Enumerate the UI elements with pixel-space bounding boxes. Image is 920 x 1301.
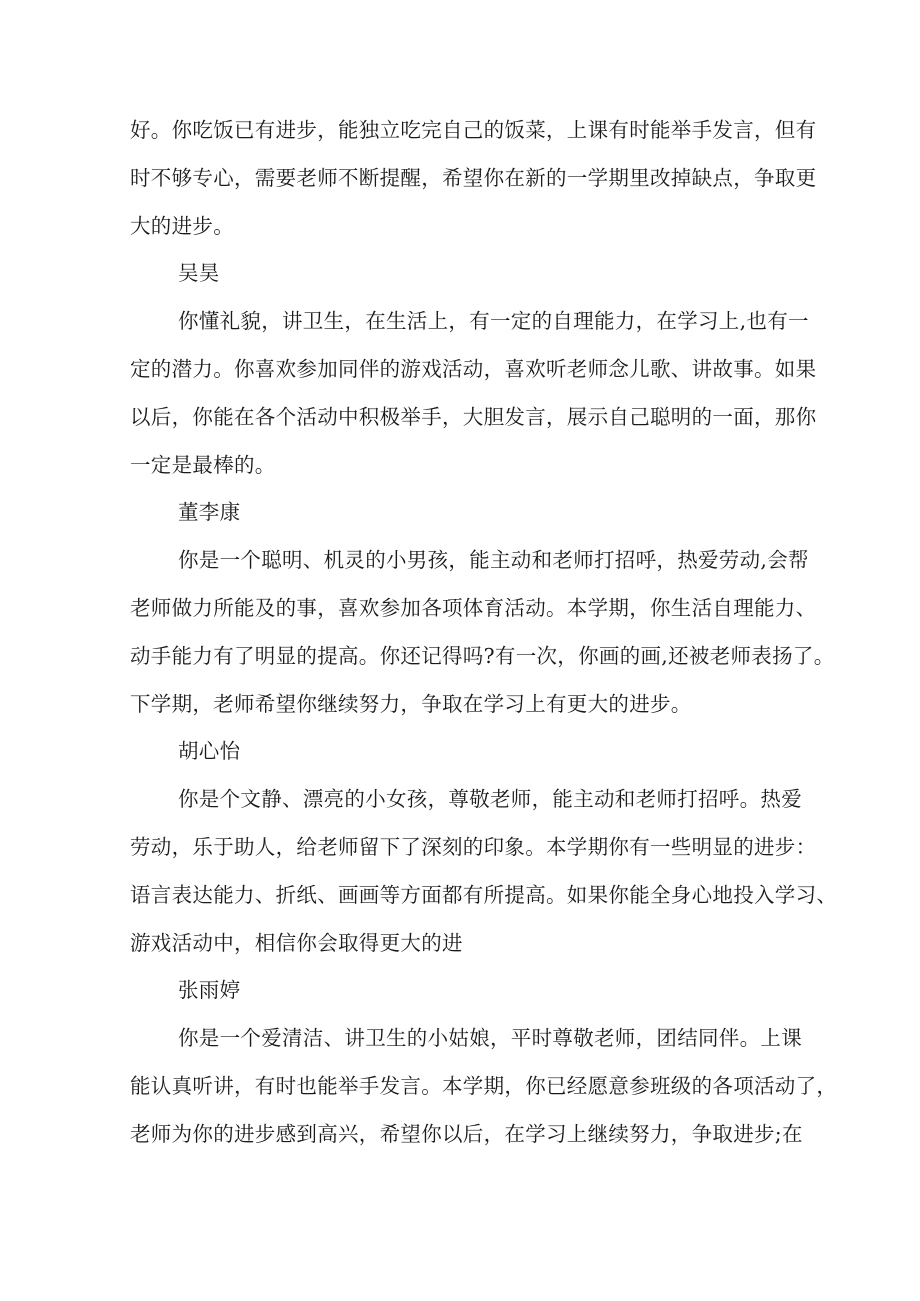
paragraph-line: 你懂礼貌，讲卫生，在生活上，有一定的自理能力，在学习上,也有一 [178, 309, 809, 333]
paragraph-line: 以后，你能在各个活动中积极举手，大胆发言，展示自己聪明的一面，那你 [130, 405, 817, 429]
paragraph-line: 一定是最棒的。 [130, 453, 276, 477]
paragraph-line: 时不够专心，需要老师不断提醒，希望你在新的一学期里改掉缺点，争取更 [130, 166, 817, 190]
paragraph-line: 老师为你的进步感到高兴，希望你以后，在学习上继续努力，争取进步;在 [130, 1122, 803, 1146]
paragraph [130, 297, 817, 489]
paragraph-line: 下学期，老师希望你继续努力，争取在学习上有更大的进步。 [130, 692, 692, 716]
paragraph [130, 536, 835, 728]
paragraph-line: 大的进步。 [130, 214, 234, 238]
paragraph [130, 1014, 838, 1158]
paragraph-line: 你是一个爱清洁、讲卫生的小姑娘，平时尊敬老师，团结同伴。上课 [178, 1026, 802, 1050]
paragraph-line: 劳动，乐于助人，给老师留下了深刻的印象。本学期你有一些明显的进步： [130, 835, 817, 859]
student-name: 吴昊 [178, 261, 220, 285]
paragraph-line: 定的潜力。你喜欢参加同伴的游戏活动，喜欢听老师念儿歌、讲故事。如果 [130, 357, 817, 381]
paragraph-line: 语言表达能力、折纸、画画等方面都有所提高。如果你能全身心地投入学习、 [130, 883, 838, 907]
paragraph [130, 106, 817, 250]
paragraph-line: 能认真听讲，有时也能举手发言。本学期，你已经愿意参班级的各项活动了， [130, 1074, 838, 1098]
paragraph-line: 动手能力有了明显的提高。你还记得吗?有一次，你画的画,还被老师表扬了。 [130, 644, 835, 668]
student-name: 胡心怡 [178, 739, 241, 763]
paragraph-line: 你是个文静、漂亮的小女孩，尊敬老师，能主动和老师打招呼。热爱 [178, 787, 802, 811]
paragraph-line: 游戏活动中，相信你会取得更大的进 [130, 931, 463, 955]
paragraph [130, 775, 838, 967]
student-name: 董李康 [178, 500, 241, 524]
paragraph-line: 你是一个聪明、机灵的小男孩，能主动和老师打招呼，热爱劳动,会帮 [178, 548, 809, 572]
student-name: 张雨婷 [178, 978, 241, 1002]
paragraph-line: 老师做力所能及的事，喜欢参加各项体育活动。本学期，你生活自理能力、 [130, 596, 817, 620]
document-page [130, 106, 838, 1158]
paragraph-line: 好。你吃饭已有进步，能独立吃完自己的饭菜，上课有时能举手发言，但有 [130, 118, 817, 142]
